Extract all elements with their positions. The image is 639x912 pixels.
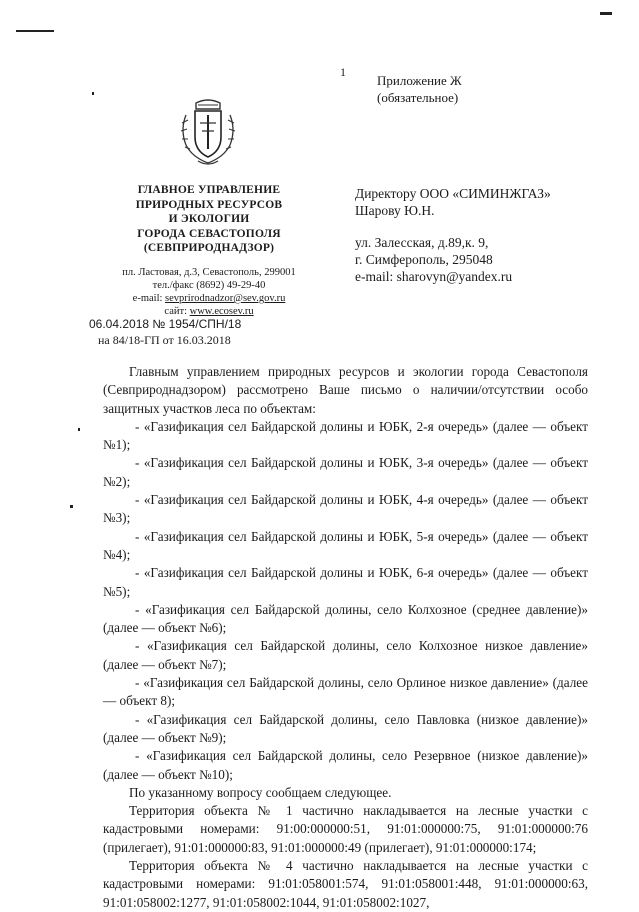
- sender-organization: [118, 183, 300, 256]
- recipient-city: г. Симферополь, 295048: [355, 252, 493, 267]
- object-list-item: - «Газификация сел Байдарской долины и ЮБК, 2-я очередь» (далее — объект №1);: [103, 418, 588, 453]
- object-list-item: - «Газификация сел Байдарской долины, село Колхозное (среднее давление)» (далее — объект №6);: [103, 601, 588, 636]
- object-list-item: - «Газификация сел Байдарской долины, село Павловка (низкое давление)» (далее — объект №9);: [103, 711, 588, 745]
- scan-mark: [78, 428, 80, 431]
- intro-paragraph: Главным управлением природных ресурсов и экологии города Севастополя (Севприроднадзором) рассмотрено Ваше письмо о наличии/отсутствии особо защитных участков леса по объектам:: [103, 364, 588, 416]
- registration-number: 06.04.2018 № 1954/СПН/18: [89, 317, 242, 331]
- object-list-item: - «Газификация сел Байдарской долины, село Резервное (низкое давление)» (далее — объект №10);: [103, 748, 588, 782]
- coat-of-arms-emblem: [168, 95, 248, 170]
- scan-mark: [600, 12, 612, 15]
- org-name-line: ГОРОДА СЕВАСТОПОЛЯ: [137, 227, 281, 240]
- appendix-label: [377, 72, 462, 106]
- recipient-email: e-mail: sharovyn@yandex.ru: [355, 269, 513, 284]
- sender-email-link[interactable]: sevprirodnadzor@sev.gov.ru: [165, 293, 286, 304]
- object-list-item: - «Газификация сел Байдарской долины и ЮБК, 3-я очередь» (далее — объект №2);: [103, 455, 588, 489]
- scan-mark: [92, 92, 94, 95]
- org-name-line: ГЛАВНОЕ УПРАВЛЕНИЕ: [137, 184, 281, 196]
- org-name-line: И ЭКОЛОГИИ: [168, 213, 250, 225]
- sender-email-row: [84, 292, 334, 305]
- object-list-item: - «Газификация сел Байдарской долины и ЮБК, 6-я очередь» (далее — объект №5);: [103, 565, 588, 599]
- reference-number: на 84/18-ГП от 16.03.2018: [98, 333, 231, 347]
- object4-paragraph: Территория объекта № 4 частично накладывается на лесные участки с кадастровыми номерами: 91:01:058001:574, 91:01:058001:448, 91:01:000000:63, 91:01:058002:1277, 91:01:058002:1044, 91:01:058002:1027,: [103, 858, 588, 910]
- org-name-line: ПРИРОДНЫХ РЕСУРСОВ: [135, 198, 283, 211]
- scan-mark: [16, 30, 54, 32]
- object-list-item: - «Газификация сел Байдарской долины и ЮБК, 4-я очередь» (далее — объект №3);: [103, 492, 588, 526]
- object1-paragraph: Территория объекта № 1 частично накладывается на лесные участки с кадастровыми номерами: 91:00:000000:51, 91:01:000000:75, 91:01:000000:76 (прилегает), 91:01:000000:83, 91:01:000000:49 (прилегает), 91:01:000000:174;: [103, 803, 588, 855]
- recipient-name: Шарову Ю.Н.: [355, 203, 435, 218]
- appendix-note: (обязательное): [377, 90, 459, 105]
- object-list-item: - «Газификация сел Байдарской долины, село Орлиное низкое давление» (далее — объект 8);: [103, 675, 588, 709]
- recipient-block: [355, 185, 551, 285]
- recipient-title: Директору ООО «СИМИНЖГАЗ»: [355, 186, 551, 201]
- sender-address: пл. Ластовая, д.3, Севастополь, 299001: [122, 267, 296, 278]
- reply-paragraph: По указанному вопросу сообщаем следующее.: [129, 784, 392, 800]
- letter-body: [103, 363, 588, 912]
- sender-site-link[interactable]: www.ecosev.ru: [189, 306, 254, 317]
- scan-mark: [70, 505, 73, 508]
- object-list-item: - «Газификация сел Байдарской долины и ЮБК, 5-я очередь» (далее — объект №4);: [103, 528, 588, 562]
- org-name-line: (СЕВПРИРОДНАДЗОР): [143, 242, 275, 254]
- sender-contacts: [84, 266, 334, 318]
- recipient-street: ул. Залесская, д.89,к. 9,: [355, 235, 489, 250]
- site-label: сайт:: [164, 306, 187, 317]
- email-label: e-mail:: [132, 293, 163, 304]
- sender-phone: тел./факс (8692) 49-29-40: [152, 280, 266, 291]
- object-list-item: - «Газификация сел Байдарской долины, село Колхозное низкое давление» (далее — объект №7);: [103, 638, 588, 672]
- page-number: 1: [340, 65, 346, 79]
- appendix-title: Приложение Ж: [377, 73, 462, 88]
